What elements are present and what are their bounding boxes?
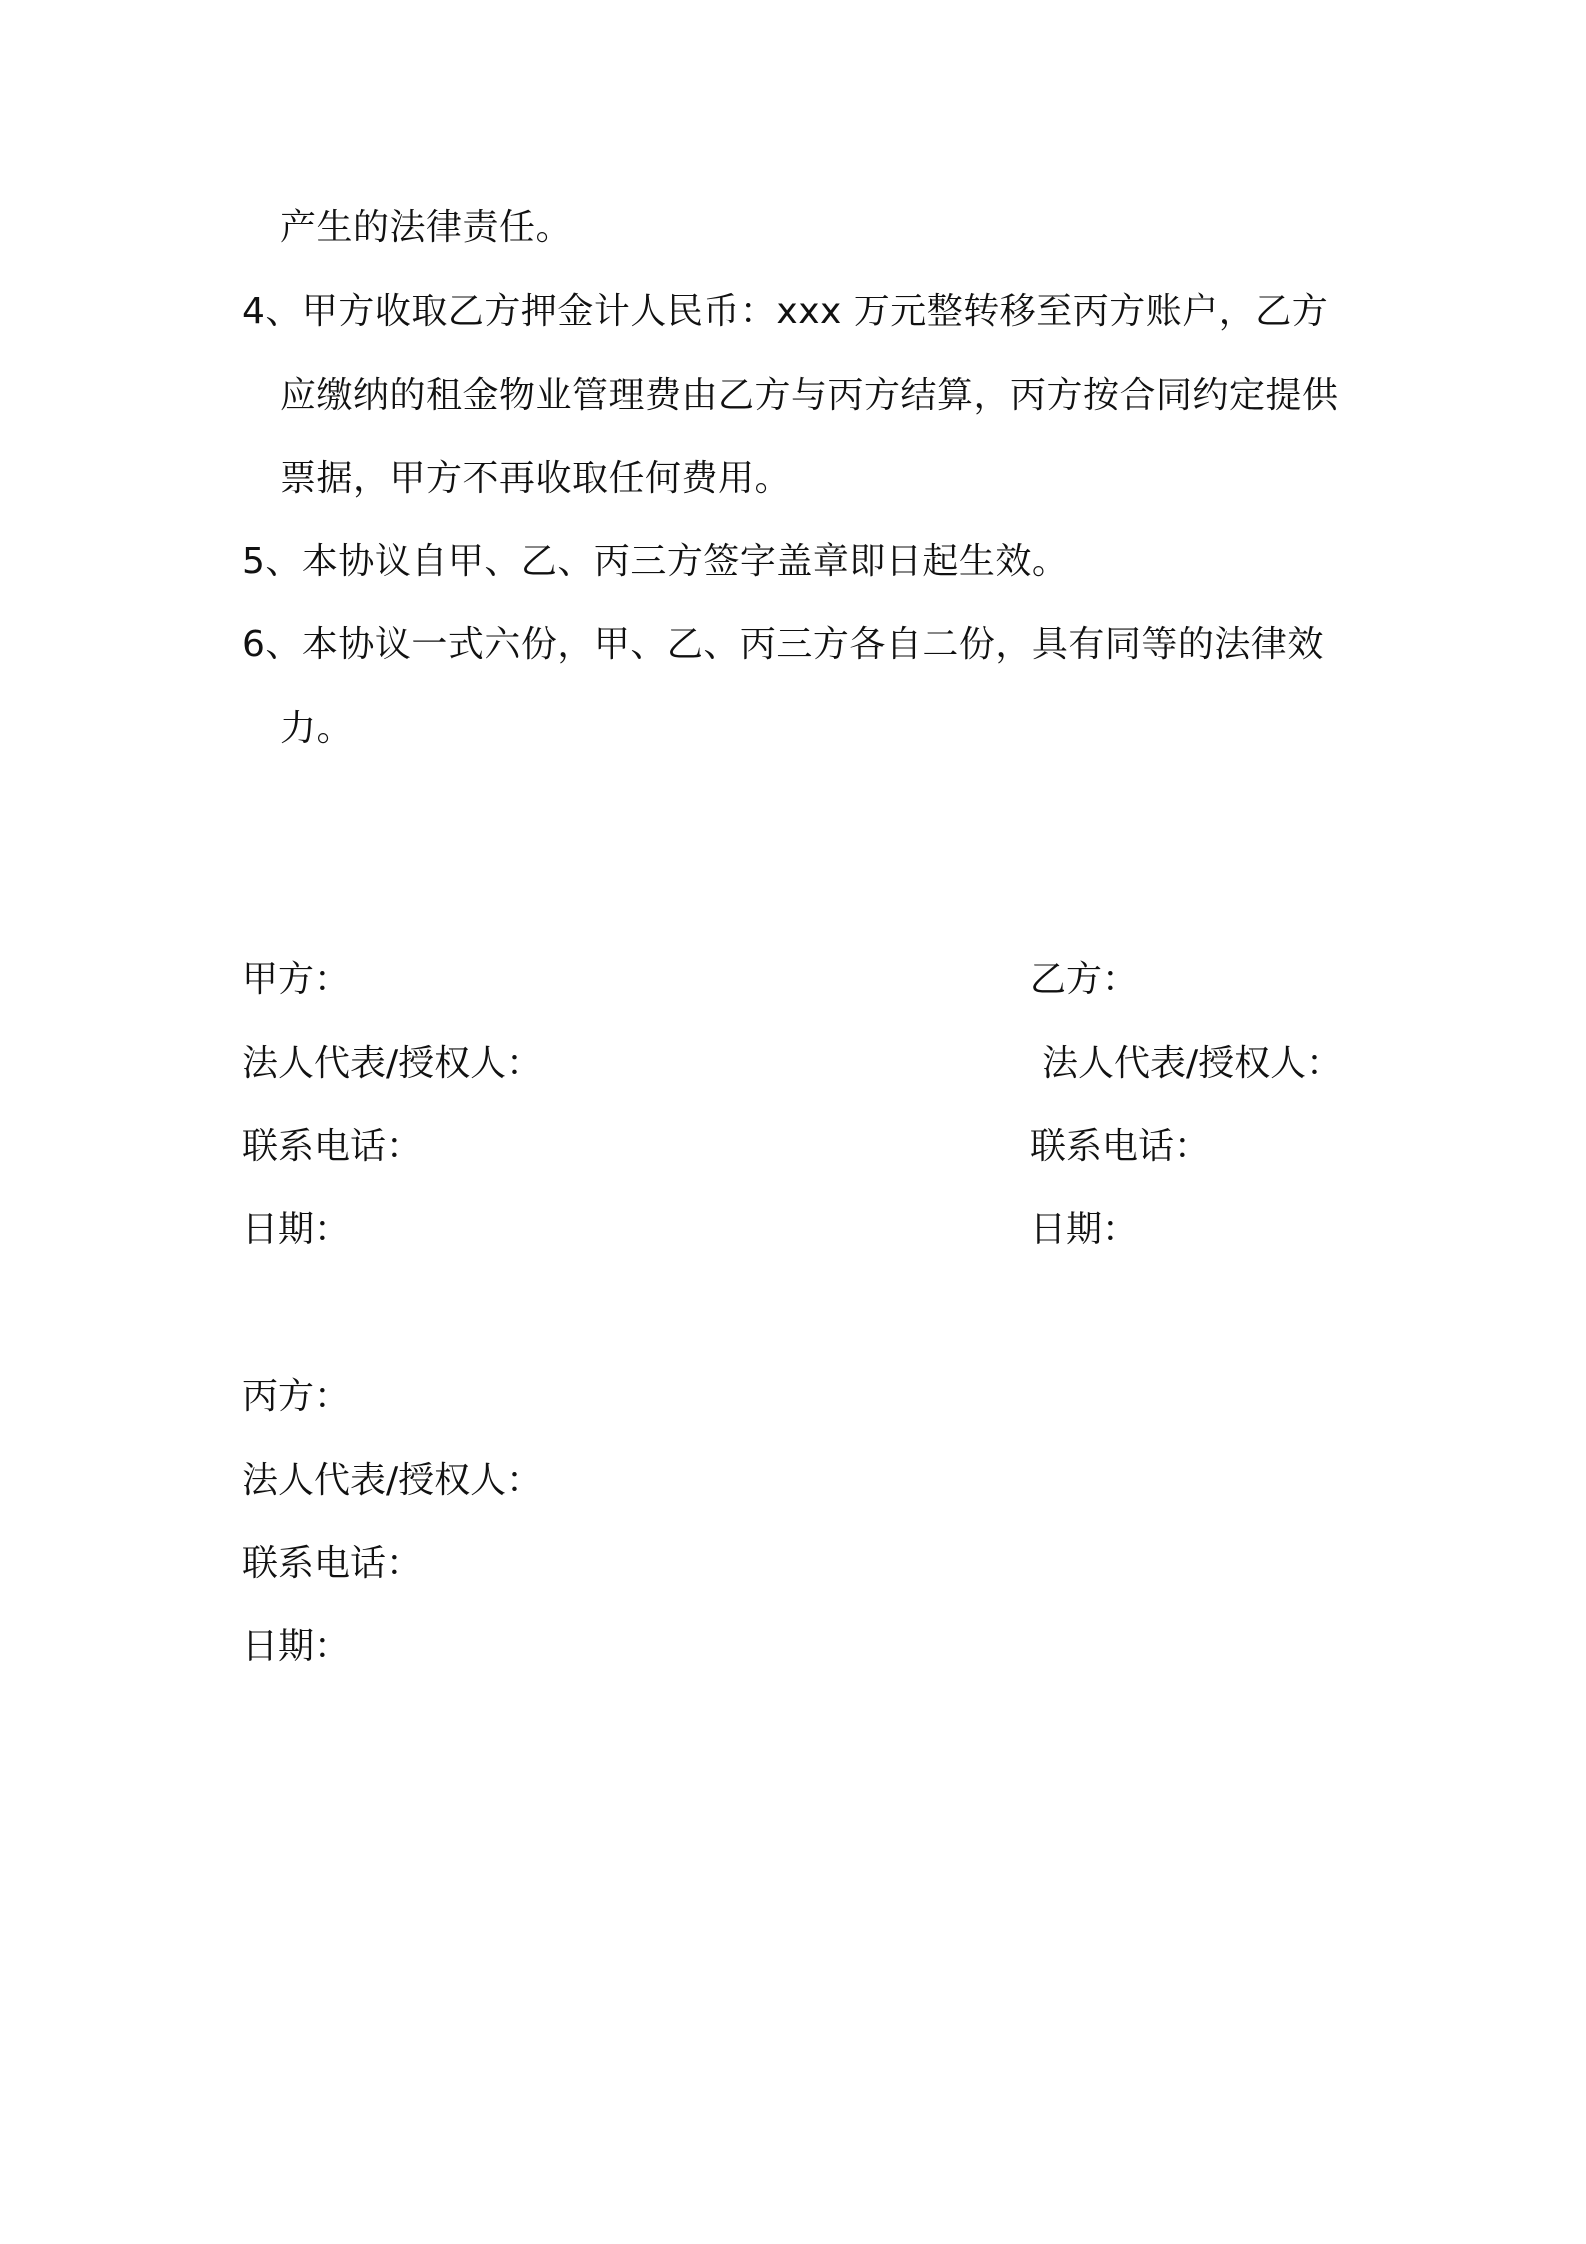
party-b-rep-label: 法人代表/授权人： [1042,1043,1343,1084]
party-a-date-label: 日期： [242,1209,351,1250]
party-c-date-label: 日期： [242,1626,351,1667]
clause-6-line-2: 力。 [280,708,354,749]
party-c-rep-label: 法人代表/授权人： [242,1460,543,1501]
clause-3-line-2: 产生的法律责任。 [280,207,573,248]
clause-4-line-2: 应缴纳的租金物业管理费由乙方与丙方结算，丙方按合同约定提供 [280,375,1339,416]
clause-6-line-1: 6、本协议一式六份，甲、乙、丙三方各自二份，具有同等的法律效 [242,624,1324,665]
party-a-rep-label: 法人代表/授权人： [242,1043,543,1084]
party-b-date-label: 日期： [1030,1209,1139,1250]
clause-4-line-3: 票据，甲方不再收取任何费用。 [280,458,792,499]
party-b-phone-label: 联系电话： [1030,1126,1211,1167]
party-a-phone-label: 联系电话： [242,1126,423,1167]
party-c-phone-label: 联系电话： [242,1543,423,1584]
clause-5-line-1: 5、本协议自甲、乙、丙三方签字盖章即日起生效。 [242,541,1069,582]
party-c-label: 丙方： [242,1376,351,1417]
clause-4-line-1: 4、甲方收取乙方押金计人民币：xxx 万元整转移至丙方账户，乙方 [242,291,1329,332]
party-b-label: 乙方： [1030,959,1139,1000]
party-a-label: 甲方： [242,959,351,1000]
